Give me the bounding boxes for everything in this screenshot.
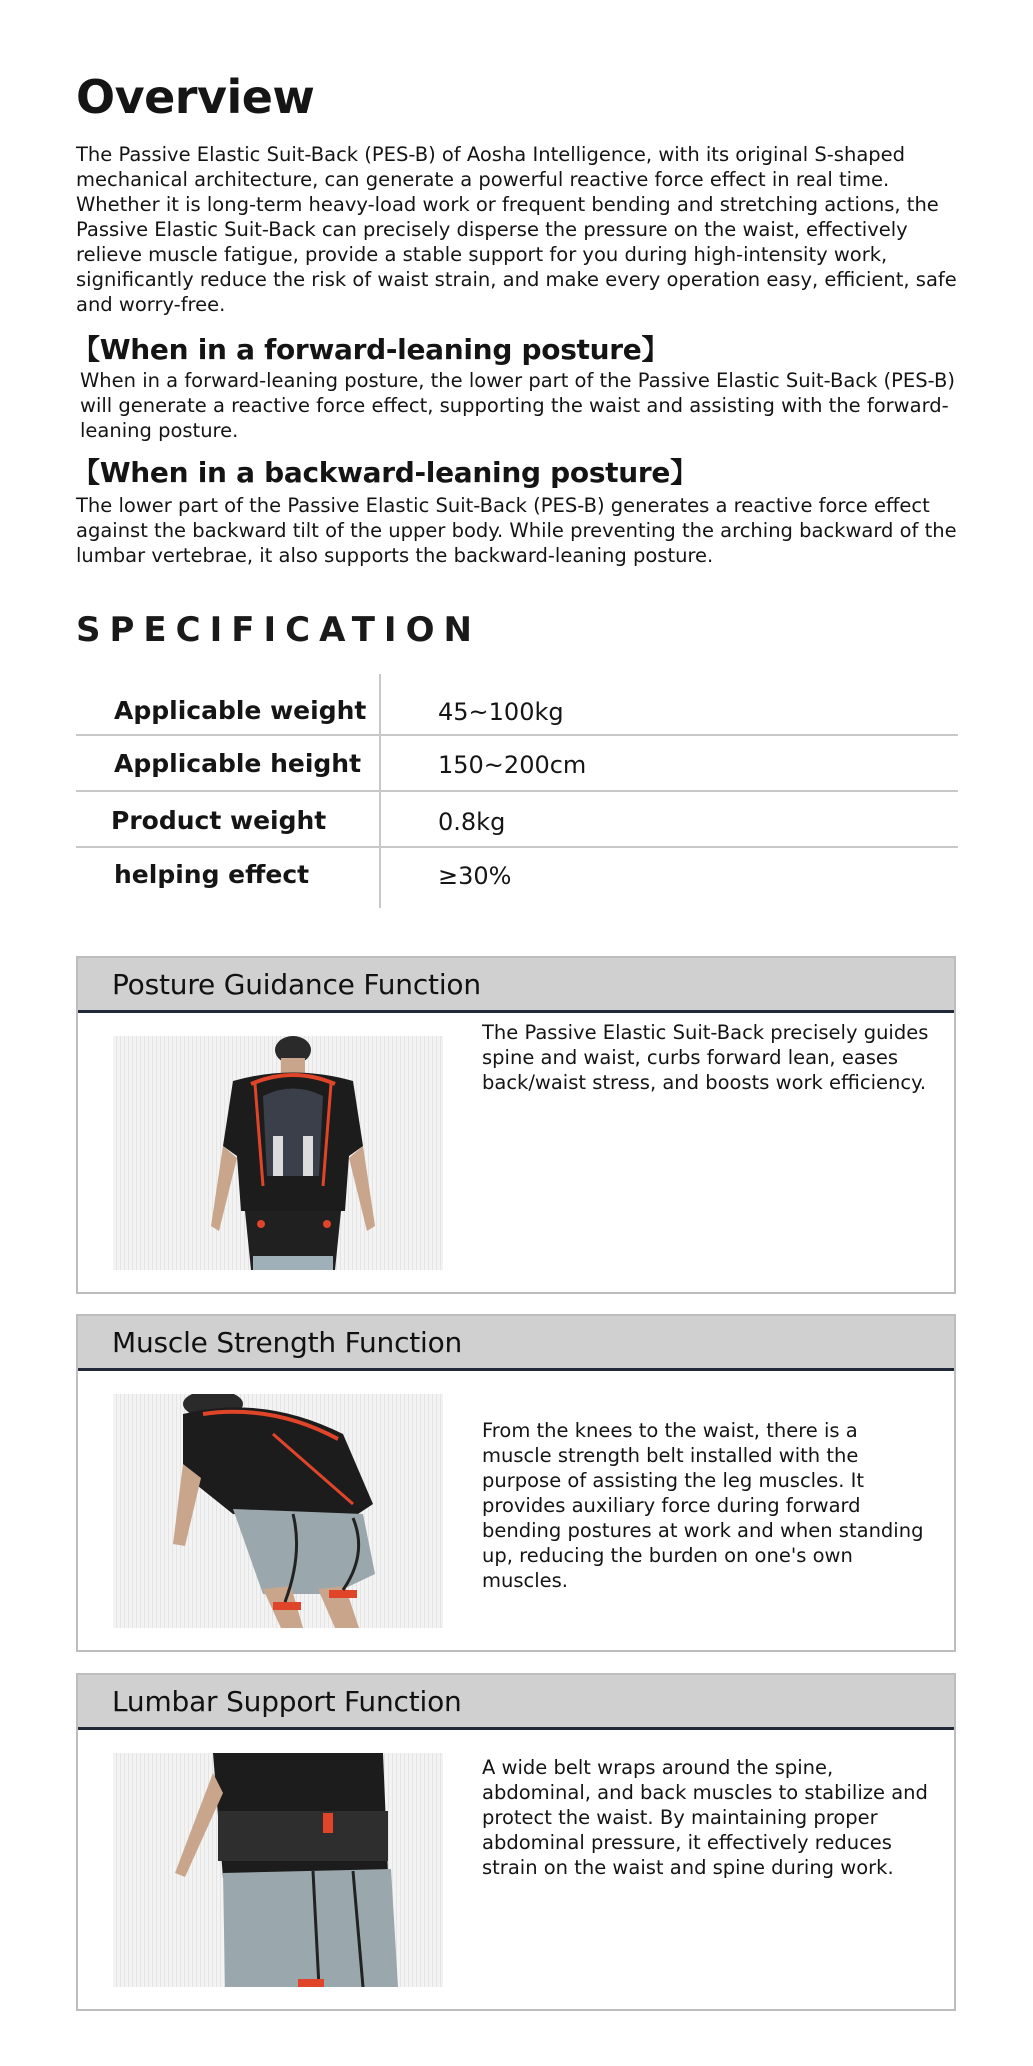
spec-value: ≥30% bbox=[438, 862, 512, 890]
card-description: From the knees to the waist, there is a muscle strength belt installed with the purpose of assisting the leg muscles. It provides auxiliary force during forward bending postures at work and when standing up, reducing the burden on one's own muscles. bbox=[482, 1419, 924, 1592]
back-view-person-image bbox=[113, 1036, 443, 1270]
specification-table bbox=[76, 674, 958, 908]
card-title: Lumbar Support Function bbox=[112, 1685, 462, 1718]
spec-value: 45~100kg bbox=[438, 698, 564, 726]
waist-closeup-image bbox=[113, 1753, 443, 1987]
forward-paragraph: When in a forward-leaning posture, the lower part of the Passive Elastic Suit-Back (PES-B) will generate a reactive force effect, supporting the waist and assisting with the forward-leaning posture. bbox=[80, 369, 955, 442]
table-row bbox=[76, 684, 958, 740]
card-header bbox=[78, 1316, 954, 1371]
specification-title: SPECIFICATION bbox=[76, 610, 481, 650]
table-row bbox=[76, 737, 958, 793]
overview-paragraph: The Passive Elastic Suit-Back (PES-B) of Aosha Intelligence, with its original S-shaped mechanical architecture, can generate a powerful reactive force effect in real time. Whether it is long-term heavy-load work or frequent bending and stretching actions, the Passive Elastic Suit-Back can precisely disperse the pressure on the waist, effectively relieve muscle fatigue, provide a stable support for you during high-intensity work, significantly reduce the risk of waist strain, and make every operation easy, efficient, safe and worry-free. bbox=[76, 143, 957, 316]
card-title: Muscle Strength Function bbox=[112, 1326, 463, 1359]
spec-label: helping effect bbox=[114, 860, 310, 889]
card-title: Posture Guidance Function bbox=[112, 968, 481, 1001]
table-row bbox=[76, 794, 958, 850]
table-row bbox=[76, 848, 958, 904]
spec-label: Product weight bbox=[111, 806, 327, 835]
muscle-strength-card bbox=[76, 1314, 956, 1652]
forward-heading: 【When in a forward-leaning posture】 bbox=[72, 333, 670, 366]
card-header bbox=[78, 958, 954, 1013]
spec-label: Applicable height bbox=[114, 749, 362, 778]
spec-value: 0.8kg bbox=[438, 808, 506, 836]
card-description: A wide belt wraps around the spine, abdominal, and back muscles to stabilize and protect the waist. By maintaining proper abdominal pressure, it effectively reduces strain on the waist and spine during work. bbox=[482, 1756, 928, 1879]
page-title: Overview bbox=[76, 70, 315, 124]
row-divider bbox=[76, 790, 958, 792]
bending-person-image bbox=[113, 1394, 443, 1628]
card-header bbox=[78, 1675, 954, 1730]
backward-heading: 【When in a backward-leaning posture】 bbox=[72, 456, 698, 489]
lumbar-support-card bbox=[76, 1673, 956, 2011]
spec-value: 150~200cm bbox=[438, 751, 587, 779]
spec-label: Applicable weight bbox=[114, 696, 367, 725]
row-divider bbox=[76, 734, 958, 736]
card-description: The Passive Elastic Suit-Back precisely guides spine and waist, curbs forward lean, eases back/waist stress, and boosts work efficiency. bbox=[482, 1021, 929, 1094]
posture-guidance-card bbox=[76, 956, 956, 1294]
backward-paragraph: The lower part of the Passive Elastic Suit-Back (PES-B) generates a reactive force effect against the backward tilt of the upper body. While preventing the arching backward of the lumbar vertebrae, it also supports the backward-leaning posture. bbox=[76, 494, 957, 567]
